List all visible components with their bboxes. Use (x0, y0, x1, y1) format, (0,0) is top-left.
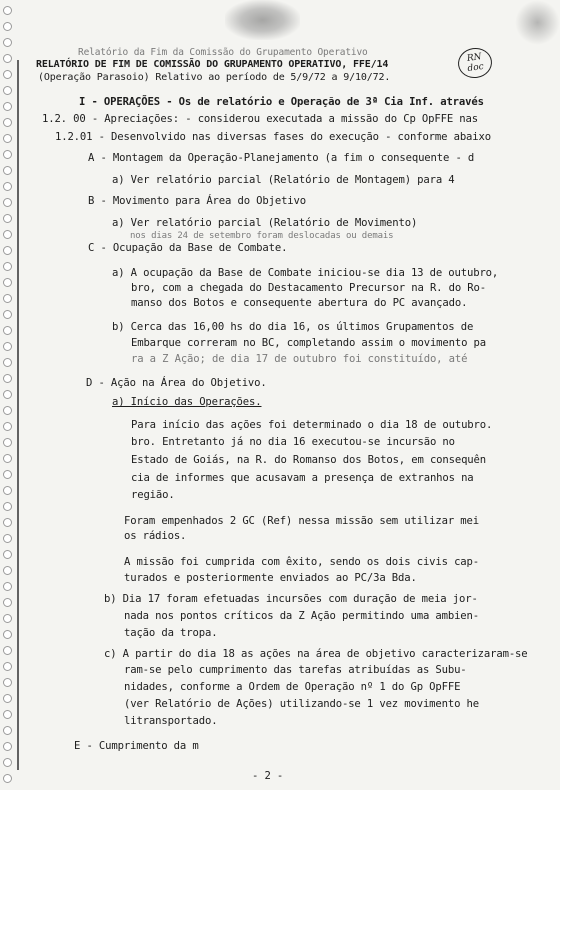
body-line: ram-se pelo cumprimento das tarefas atribuídas as Subu- (124, 664, 467, 676)
body-line: c) A partir do dia 18 as ações na área de objetivo caracterizaram-se (104, 648, 528, 660)
body-line: ra a Z Ação; de dia 17 de outubro foi constituído, até (131, 353, 468, 365)
body-line: Foram empenhados 2 GC (Ref) nessa missão sem utilizar mei (124, 515, 479, 527)
scan-smudge (515, 0, 560, 45)
scan-smudge (225, 0, 300, 40)
body-line: região. (131, 489, 175, 501)
handwritten-initials: RN doc (456, 46, 494, 80)
body-line: manso dos Botos e consequente abertura do PC avançado. (131, 297, 468, 309)
body-line: bro. Entretanto já no dia 16 executou-se incursão no (131, 436, 455, 448)
body-line: b) Cerca das 16,00 hs do dia 16, os últimos Grupamentos de (112, 321, 474, 333)
margin-rule (17, 60, 19, 770)
page-number: - 2 - (252, 770, 284, 782)
subsection-heading: B - Movimento para Área do Objetivo (88, 195, 306, 207)
perforation-holes (2, 6, 12, 781)
body-line: tação da tropa. (124, 627, 218, 639)
body-line: turados e posteriormente enviados ao PC/3a Bda. (124, 572, 417, 584)
body-line: nada nos pontos críticos da Z Ação permitindo uma ambien- (124, 610, 479, 622)
body-line: a) Início das Operações. (112, 396, 262, 408)
body-line: 1.2.01 - Desenvolvido nas diversas fases do execução - conforme abaixo (55, 131, 491, 143)
document-subtitle: (Operação Parasoio) Relativo ao período de 5/9/72 a 9/10/72. (38, 72, 391, 83)
subsection-heading: A - Montagem da Operação-Planejamento (a fim o consequente - d (88, 152, 475, 164)
body-line: nidades, conforme a Ordem de Operação nº 1 do Gp OpFFE (124, 681, 461, 693)
body-line: 1.2. 00 - Apreciações: - considerou executada a missão do Cp OpFFE nas (42, 113, 478, 125)
body-line: Estado de Goiás, na R. do Romanso dos Botos, em consequên (131, 454, 486, 466)
body-line: bro, com a chegada do Destacamento Precursor na R. do Ro- (131, 282, 486, 294)
body-line: a) Ver relatório parcial (Relatório de Montagem) para 4 (112, 174, 455, 186)
section-heading: I - OPERAÇÕES - Os de relatório e Operação de 3ª Cia Inf. através (79, 96, 484, 108)
body-line: a) A ocupação da Base de Combate iniciou-se dia 13 de outubro, (112, 267, 499, 279)
document-title: RELATÓRIO DE FIM DE COMISSÃO DO GRUPAMENTO OPERATIVO, FFE/14 (36, 59, 389, 70)
body-line: A missão foi cumprida com êxito, sendo os dois civis cap- (124, 556, 479, 568)
body-line: b) Dia 17 foram efetuadas incursões com duração de meia jor- (104, 593, 478, 605)
body-line: a) Ver relatório parcial (Relatório de Movimento) (112, 217, 418, 229)
header-faint-line: Relatório da Fim da Comissão do Grupamento Operativo (78, 47, 368, 58)
body-line: os rádios. (124, 530, 187, 542)
body-line: Embarque correram no BC, completando assim o movimento pa (131, 337, 486, 349)
subsection-heading: C - Ocupação da Base de Combate. (88, 242, 288, 254)
faint-line: nos dias 24 de setembro foram deslocadas ou demais (130, 231, 394, 241)
subsection-heading: E - Cumprimento da m (74, 740, 199, 752)
body-line: (ver Relatório de Ações) utilizando-se 1 vez movimento he (124, 698, 479, 710)
body-line: litransportado. (124, 715, 218, 727)
body-line: cia de informes que acusavam a presença de extranhos na (131, 472, 474, 484)
body-line: Para início das ações foi determinado o dia 18 de outubro. (131, 419, 493, 431)
subsection-heading: D - Ação na Área do Objetivo. (86, 377, 267, 389)
